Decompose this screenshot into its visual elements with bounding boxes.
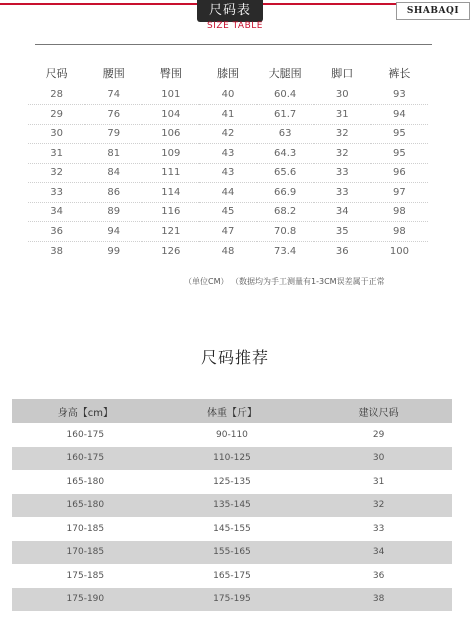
cell-thigh: 73.4 xyxy=(257,241,314,261)
recommendation-title: 尺码推荐 xyxy=(200,348,269,367)
table-row xyxy=(28,144,428,164)
cell-knee: 43 xyxy=(199,144,256,164)
cell-weight: 145-155 xyxy=(159,517,306,541)
cell-waist: 89 xyxy=(85,202,142,222)
cell-hip: 116 xyxy=(142,202,199,222)
cell-knee: 45 xyxy=(199,202,256,222)
cell-leg-opening: 31 xyxy=(314,105,371,125)
cell-leg-opening: 36 xyxy=(314,241,371,261)
cell-length: 96 xyxy=(371,163,428,183)
size-chart-table xyxy=(28,60,428,261)
cell-thigh: 68.2 xyxy=(257,202,314,222)
top-bar xyxy=(0,0,470,22)
table-row xyxy=(28,105,428,125)
table-row xyxy=(28,124,428,144)
cell-suggested-size: 38 xyxy=(305,588,452,612)
cell-knee: 43 xyxy=(199,163,256,183)
column-header-suggested-size: 建议尺码 xyxy=(305,399,452,423)
cell-waist: 86 xyxy=(85,183,142,203)
table-row xyxy=(12,517,452,541)
cell-knee: 42 xyxy=(199,124,256,144)
measurement-note: （单位CM） （数据均为手工测量有1-3CM误差属于正常 xyxy=(184,277,385,286)
cell-thigh: 61.7 xyxy=(257,105,314,125)
cell-height: 175-185 xyxy=(12,564,159,588)
cell-waist: 84 xyxy=(85,163,142,183)
cell-height: 175-190 xyxy=(12,588,159,612)
cell-suggested-size: 36 xyxy=(305,564,452,588)
cell-length: 98 xyxy=(371,202,428,222)
cell-waist: 81 xyxy=(85,144,142,164)
cell-height: 165-180 xyxy=(12,494,159,518)
cell-size: 33 xyxy=(28,183,85,203)
cell-knee: 40 xyxy=(221,89,235,100)
cell-size: 28 xyxy=(50,89,63,100)
cell-weight: 125-135 xyxy=(159,470,306,494)
cell-suggested-size: 31 xyxy=(305,470,452,494)
cell-weight: 135-145 xyxy=(159,494,306,518)
column-header-length: 裤长 xyxy=(388,66,411,80)
cell-size: 38 xyxy=(28,241,85,261)
cell-length: 95 xyxy=(371,144,428,164)
cell-weight: 90-110 xyxy=(159,423,306,447)
cell-hip: 109 xyxy=(142,144,199,164)
cell-thigh: 70.8 xyxy=(257,222,314,242)
header-divider xyxy=(35,44,432,45)
cell-leg-opening: 32 xyxy=(314,124,371,144)
table-row xyxy=(12,423,452,447)
cell-length: 98 xyxy=(371,222,428,242)
cell-size: 31 xyxy=(28,144,85,164)
cell-hip: 126 xyxy=(142,241,199,261)
cell-hip: 106 xyxy=(142,124,199,144)
table-row xyxy=(28,163,428,183)
cell-knee: 41 xyxy=(199,105,256,125)
cell-suggested-size: 29 xyxy=(305,423,452,447)
column-header-size: 尺码 xyxy=(45,66,68,80)
table-row xyxy=(12,470,452,494)
cell-suggested-size: 32 xyxy=(305,494,452,518)
cell-size: 32 xyxy=(28,163,85,183)
cell-weight: 175-195 xyxy=(159,588,306,612)
cell-leg-opening: 34 xyxy=(314,202,371,222)
cell-weight: 155-165 xyxy=(159,541,306,565)
cell-size: 36 xyxy=(28,222,85,242)
table-row xyxy=(28,202,428,222)
table-row xyxy=(28,183,428,203)
cell-hip: 121 xyxy=(142,222,199,242)
brand-logo: SHABAQI xyxy=(396,2,470,20)
cell-leg-opening: 35 xyxy=(314,222,371,242)
cell-suggested-size: 30 xyxy=(305,447,452,471)
column-header-waist: 腰围 xyxy=(102,66,125,80)
cell-waist: 74 xyxy=(107,89,121,100)
cell-weight: 110-125 xyxy=(159,447,306,471)
cell-suggested-size: 34 xyxy=(305,541,452,565)
table-row xyxy=(12,494,452,518)
table-row xyxy=(12,541,452,565)
cell-size: 29 xyxy=(28,105,85,125)
cell-suggested-size: 33 xyxy=(305,517,452,541)
table-row xyxy=(12,447,452,471)
page-title: 尺码表 xyxy=(197,0,263,22)
cell-length: 97 xyxy=(371,183,428,203)
cell-leg-opening: 33 xyxy=(314,183,371,203)
column-header-knee: 膝围 xyxy=(216,66,239,80)
cell-size: 34 xyxy=(28,202,85,222)
cell-knee: 47 xyxy=(199,222,256,242)
cell-weight: 165-175 xyxy=(159,564,306,588)
cell-height: 160-175 xyxy=(12,447,159,471)
cell-thigh: 66.9 xyxy=(257,183,314,203)
table-row xyxy=(28,222,428,242)
table-row xyxy=(28,241,428,261)
cell-knee: 44 xyxy=(199,183,256,203)
cell-hip: 114 xyxy=(142,183,199,203)
cell-length: 95 xyxy=(371,124,428,144)
cell-thigh: 60.4 xyxy=(274,89,297,100)
table-row xyxy=(12,588,452,612)
cell-height: 170-185 xyxy=(12,517,159,541)
page-subtitle: SIZE TABLE xyxy=(207,21,263,31)
size-chart-header-row xyxy=(28,60,428,85)
cell-length: 100 xyxy=(371,241,428,261)
cell-leg-opening: 30 xyxy=(335,89,349,100)
cell-length: 94 xyxy=(371,105,428,125)
cell-waist: 99 xyxy=(85,241,142,261)
column-header-thigh: 大腿围 xyxy=(268,66,302,80)
recommendation-header-row xyxy=(12,399,452,423)
size-recommendation-table xyxy=(12,399,452,611)
cell-size: 30 xyxy=(28,124,85,144)
cell-height: 170-185 xyxy=(12,541,159,565)
table-row xyxy=(28,85,428,105)
table-row xyxy=(12,564,452,588)
recommendation-body xyxy=(12,423,452,611)
size-chart-body xyxy=(28,85,428,261)
cell-hip: 104 xyxy=(142,105,199,125)
cell-height: 160-175 xyxy=(12,423,159,447)
column-header-hip: 臀围 xyxy=(159,66,182,80)
cell-hip: 111 xyxy=(142,163,199,183)
cell-leg-opening: 32 xyxy=(314,144,371,164)
cell-thigh: 65.6 xyxy=(257,163,314,183)
cell-waist: 76 xyxy=(85,105,142,125)
cell-waist: 79 xyxy=(85,124,142,144)
cell-thigh: 63 xyxy=(257,124,314,144)
cell-hip: 101 xyxy=(161,89,181,100)
cell-leg-opening: 33 xyxy=(314,163,371,183)
cell-length: 93 xyxy=(393,89,406,100)
cell-knee: 48 xyxy=(199,241,256,261)
cell-waist: 94 xyxy=(85,222,142,242)
cell-thigh: 64.3 xyxy=(257,144,314,164)
column-header-height: 身高【cm】 xyxy=(12,399,159,423)
column-header-weight: 体重【斤】 xyxy=(159,399,306,423)
cell-height: 165-180 xyxy=(12,470,159,494)
column-header-leg-opening: 脚口 xyxy=(331,66,354,80)
